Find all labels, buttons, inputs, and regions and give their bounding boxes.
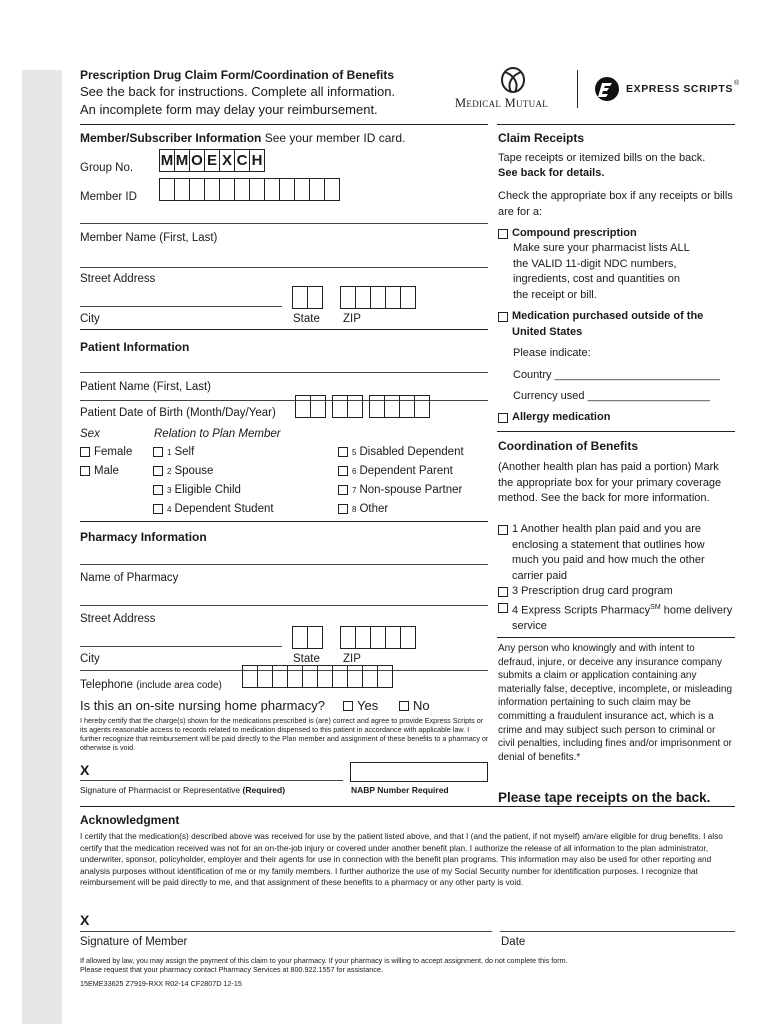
nabp-number-field[interactable]: [350, 762, 488, 782]
please-indicate-text: Please indicate:: [513, 347, 591, 359]
relation-parent-checkbox[interactable]: 6 Dependent Parent: [338, 465, 453, 477]
patient-name-label: Patient Name (First, Last): [80, 381, 212, 393]
country-field[interactable]: Country ___________________________: [513, 369, 720, 381]
member-state-field[interactable]: [293, 286, 323, 309]
telephone-label: Telephone (include area code): [80, 679, 222, 691]
nursing-yes-checkbox[interactable]: Yes: [343, 698, 378, 713]
check-box-text: Check the appropriate box if any receipts or bills are for a:: [498, 190, 733, 218]
express-scripts-logo: EXPRESS SCRIPTS ®: [594, 76, 620, 107]
cob-option-3-checkbox[interactable]: 3 Prescription drug card program: [498, 584, 673, 600]
relation-self-checkbox[interactable]: 1 Self: [153, 446, 194, 458]
header-warning: An incomplete form may delay your reimbursement.: [80, 102, 378, 117]
medical-mutual-emblem-icon: [493, 66, 533, 94]
member-id-field[interactable]: [160, 178, 340, 201]
see-back-text: See back for details.: [498, 167, 605, 179]
relation-label: Relation to Plan Member: [154, 428, 281, 440]
member-id-label: Member ID: [80, 191, 137, 203]
sex-male-checkbox[interactable]: Male: [80, 465, 119, 477]
sex-label: Sex: [80, 428, 100, 440]
patient-dob-year[interactable]: [370, 395, 430, 418]
logo-divider: [577, 70, 578, 108]
nabp-label: NABP Number Required: [351, 785, 449, 795]
cob-intro: (Another health plan has paid a portion) Mark the appropriate box for your primary coverage method. See the back for more information.: [498, 461, 722, 504]
relation-student-checkbox[interactable]: 4 Dependent Student: [153, 503, 274, 515]
member-x-mark: X: [80, 912, 90, 928]
medical-mutual-logo: Medical Mutual: [455, 66, 565, 112]
relation-other-checkbox[interactable]: 8 Other: [338, 503, 388, 515]
member-street-label: Street Address: [80, 273, 156, 285]
pharmacy-name-label: Name of Pharmacy: [80, 572, 179, 584]
member-zip-field[interactable]: [341, 286, 416, 309]
relation-child-checkbox[interactable]: 3 Eligible Child: [153, 484, 241, 496]
outside-us-checkbox[interactable]: Medication purchased outside of the United States: [498, 309, 708, 340]
member-city-label: City: [80, 313, 100, 325]
express-scripts-emblem-icon: [594, 76, 620, 102]
member-state-label: State: [293, 313, 320, 325]
cob-option-4-checkbox[interactable]: 4 Express Scripts Pharmacy℠ home delivery service: [498, 600, 733, 635]
section-rule: [80, 124, 488, 125]
pharmacy-state-field[interactable]: [293, 626, 323, 649]
side-strip: [22, 70, 62, 1024]
compound-checkbox[interactable]: Compound prescription: [498, 226, 637, 242]
pharmacy-state-label: State: [293, 653, 320, 665]
date-field[interactable]: [500, 931, 735, 932]
claim-receipts-title: Claim Receipts: [498, 131, 585, 145]
pharmacist-signature-label: Signature of Pharmacist or Representative (Required): [80, 785, 286, 795]
pharmacy-city-label: City: [80, 653, 100, 665]
patient-dob-month[interactable]: [296, 395, 326, 418]
sex-female-checkbox[interactable]: Female: [80, 446, 132, 458]
acknowledgment-title: Acknowledgment: [80, 813, 180, 827]
patient-section-title: Patient Information: [80, 340, 190, 354]
telephone-field[interactable]: [243, 665, 393, 688]
member-section-header: Member/Subscriber Information See your member ID card.: [80, 131, 406, 145]
pharmacist-x-mark: X: [80, 762, 90, 778]
pharmacy-section-title: Pharmacy Information: [80, 530, 207, 544]
fraud-warning: Any person who knowingly and with intent to defraud, injure, or deceive any insurance company submits a claim or application containing any materially false, deceptive, incomplete, or misleading information pertaining to such claim may be committing a fraudulent insurance act, which is a crime and may subject such person to criminal or civil penalties, including fines and/or imprisonment or denial of benefits.*: [498, 643, 733, 763]
pharmacy-name-field[interactable]: [80, 605, 488, 606]
footer-assistance-note: Please request that your pharmacy contact Pharmacy Services at 800.922.1557 for assistance.: [80, 965, 383, 974]
pharmacy-street-label: Street Address: [80, 613, 156, 625]
nursing-no-checkbox[interactable]: No: [399, 698, 430, 713]
member-name-label: Member Name (First, Last): [80, 232, 218, 244]
group-label: Group No.: [80, 162, 134, 174]
member-name-field[interactable]: [80, 267, 488, 268]
pharmacy-certification-text: I hereby certify that the charge(s) shown for the medications prescribed is (are) correct and agree to provide Express Scripts or its agents reasonable access to records related to medication dispensed to this patient in accordance with applicable law. I further recognize that reimbursement will be paid directly to the Plan member and assignment of these benefits to a pharmacy or otherwise is void.: [80, 716, 489, 752]
acknowledgment-text: I certify that the medication(s) described above was received for use by the patient listed above, and that I (and the patient, if not myself) am/are eligible for drug benefits. I also certify that the medication received was not for an on-the-job injury or covered under another benefit plan. I authorize the release of all information to the plan administrator, underwriter, sponsor, policyholder, employer and their agents for use in connection with the benefit plan programs. This information may also be used for other reporting and analysis purposes without identification of me or my family members. I further authorize the use of my Social Security number for identification purposes. I recognize that reimbursement will be paid directly to me, and that assignment of these benefits to a pharmacy or any other party is void.: [80, 831, 723, 888]
form-code: 15EME33625 Z7919-RXX R02-14 CF2807D 12-15: [80, 979, 242, 988]
footer-assignment-note: If allowed by law, you may assign the payment of this claim to your pharmacy. If your pharmacy is willing to accept assignment, do not complete this form.: [80, 956, 568, 965]
member-signature-label: Signature of Member: [80, 936, 188, 948]
date-label: Date: [501, 936, 526, 948]
cob-title: Coordination of Benefits: [498, 439, 638, 453]
group-number-field[interactable]: M M O E X C H: [160, 149, 265, 172]
relation-partner-checkbox[interactable]: 7 Non-spouse Partner: [338, 484, 462, 496]
header-instructions: See the back for instructions. Complete all information.: [80, 84, 396, 99]
tape-receipts-text: Tape receipts or itemized bills on the back.: [498, 152, 706, 164]
pharmacy-zip-field[interactable]: [341, 626, 416, 649]
form-title: Prescription Drug Claim Form/Coordination of Benefits: [80, 68, 395, 82]
compound-instructions: Make sure your pharmacist lists ALL the VALID 11-digit NDC numbers, ingredients, cost and quantities on the receipt or bill.: [513, 242, 690, 301]
patient-dob-day[interactable]: [333, 395, 363, 418]
pharmacy-zip-label: ZIP: [343, 653, 361, 665]
section-rule: [497, 124, 735, 125]
relation-disabled-checkbox[interactable]: 5 Disabled Dependent: [338, 446, 464, 458]
tape-back-notice: Please tape receipts on the back.: [498, 790, 711, 805]
member-street-field[interactable]: [80, 306, 282, 307]
allergy-checkbox[interactable]: Allergy medication: [498, 410, 610, 426]
relation-spouse-checkbox[interactable]: 2 Spouse: [153, 465, 213, 477]
pharmacy-street-field[interactable]: [80, 646, 282, 647]
nursing-home-question: Is this an on-site nursing home pharmacy?: [80, 698, 325, 713]
patient-dob-label: Patient Date of Birth (Month/Day/Year): [80, 407, 276, 419]
member-signature-field[interactable]: [80, 931, 492, 932]
currency-field[interactable]: Currency used ____________________: [513, 390, 710, 402]
member-zip-label: ZIP: [343, 313, 361, 325]
pharmacist-signature-field[interactable]: [80, 780, 343, 781]
cob-option-1-checkbox[interactable]: 1 Another health plan paid and you are enclosing a statement that outlines how much you paid and how much the other carrier paid: [498, 522, 733, 584]
